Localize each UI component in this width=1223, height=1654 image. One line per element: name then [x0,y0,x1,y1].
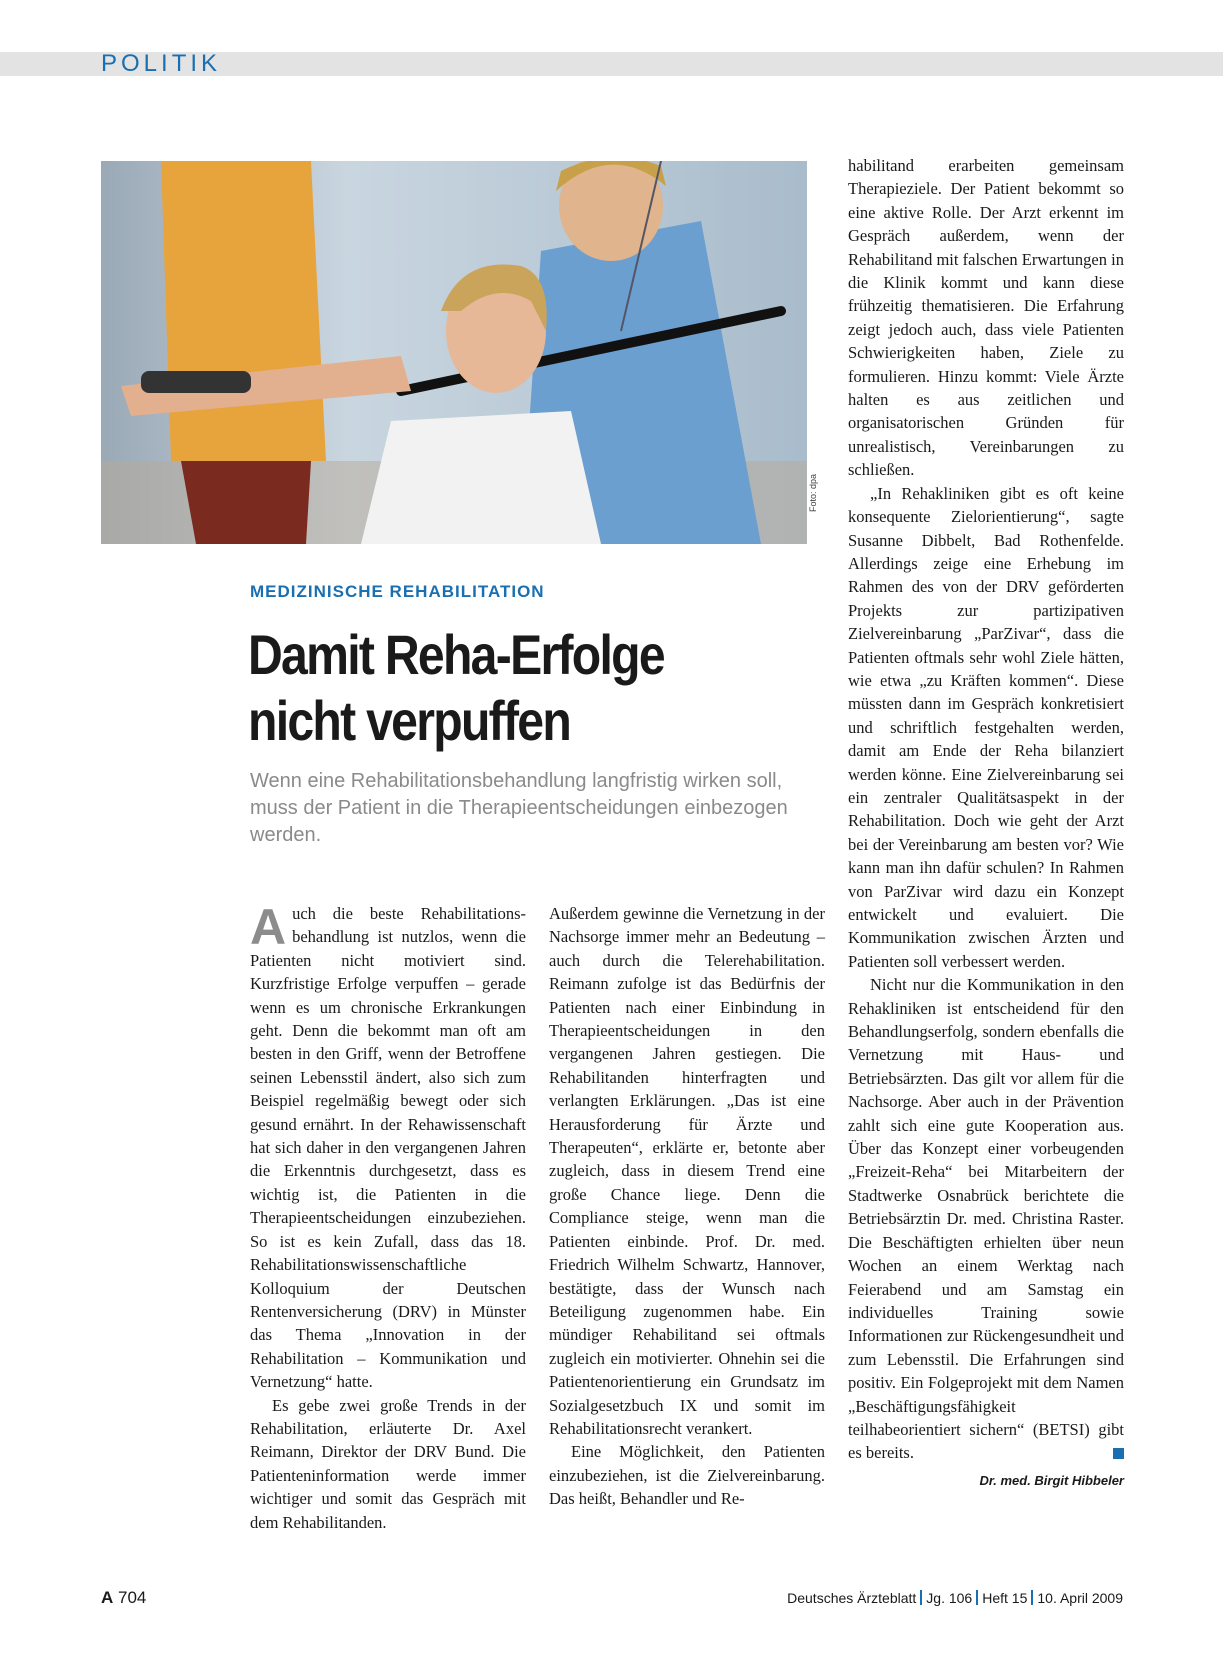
author-byline: Dr. med. Birgit Hibbeler [979,1472,1124,1488]
paragraph-text: uch die beste Rehabilitationsbehandlung ist nutzlos, wenn die Patienten nicht motiviert sind. Kurzfristige Erfolge verpuffen – gerade wenn es um chronische Erkrankungen geht. Denn die bekommt man oft am besten in den Griff, wenn der Betroffene seinen Lebensstil ändert, also sich zum Beispiel regelmäßig bewegt oder sich gesund ernährt. In der Rehawissenschaft hat sich daher in den vergangenen Jahren die Erkenntnis durchgesetzt, dass es wichtig ist, die Patienten in die Therapieentscheidungen einzubeziehen. So ist es kein Zufall, dass das 18. Rehabilitationswissenschaftliche Kolloquium der Deutschen Rentenversicherung (DRV) in Münster das Thema „Innovation in der Rehabilitation – Kommunikation und Vernetzung“ hatte. [250,904,526,1392]
article-kicker: MEDIZINISCHE REHABILITATION [250,582,545,601]
paragraph: „In Rehakliniken gibt es oft keine konsequente Zielorientierung“, sagte Susanne Dibbelt, Bad Rothenfelde. Allerdings zeige eine Erhebung im Rahmen des von der DRV geförderten Projekts zur partizipativen Zielvereinbarung „ParZivar“, dass die Patienten oftmals sehr wohl Ziele hätten, wie etwa „zu Kräften kommen“. Diese müssten dann im Gespräch konkretisiert und schriftlich festgehalten werden, damit am Ende der Reha bilanziert werden könne. Eine Zielvereinbarung sei ein zentraler Qualitätsaspekt in der Rehabilitation. Doch wie geht der Arzt bei der Vereinbarung am besten vor? Wie kann man ihn dafür schulen? In Rahmen von ParZivar wird dazu ein Konzept entwickelt und evaluiert. Die Kommunikation zwischen Ärzten und Patienten soll verbessert werden. [848,483,1124,971]
article-headline [248,622,730,754]
paragraph [848,973,1124,1465]
paragraph [250,899,526,1394]
paragraph: Es gebe zwei große Trends in der Rehabilitation, erläuterte Dr. Axel Reimann, Direktor der DRV Bund. Die Patienteninformation werde immer wichtiger und somit das Gespräch mit dem Rehabilitanden. [250,1395,526,1532]
page-number-value: 704 [118,1588,147,1607]
footer-journal: Deutsches Ärzteblatt [787,1590,917,1606]
body-column-2 [549,902,825,1511]
headline-line-2: nicht verpuffen [248,689,571,752]
paragraph: habilitand erarbeiten gemeinsam Therapieziele. Der Patient bekommt so eine aktive Rolle. Der Arzt erkennt im Gespräch außerdem, wenn der Rehabilitand mit falschen Erwartungen in die Klinik kommt und kann diese frühzeitig thematisieren. Die Erfahrung zeigt jedoch auch, dass viele Patienten Schwierigkeiten haben, Ziele zu formulieren. Hinzu kommt: Viele Ärzte halten es aus zeitlichen und organisatorischen Gründen für unrealistisch, Vereinbarungen zu schließen. [848,156,1124,480]
footer-issue: Heft 15 [982,1590,1028,1606]
paragraph-text: Nicht nur die Kommunikation in den Rehakliniken ist entscheidend für den Behandlungserfolg, sondern ebenfalls die Vernetzung mit Haus- und Betriebsärzten. Das gilt vor allem für die Nachsorge. Aber auch in der Prävention zahlt sich eine gute Kooperation aus. Über das Konzept einer vorbeugenden „Freizeit-Reha“ bei Mitarbeitern der Stadtwerke Osnabrück berichtete die Betriebsärztin Dr. med. Christina Raster. Die Beschäftigten erhielten über neun Wochen an einem Werktag nach Feierabend und am Samstag ein individuelles Training sowie Informationen zur Rückengesundheit und zum Lebensstil. Die Erfahrungen sind positiv. Ein Folgeprojekt mit dem Namen „Beschäftigungsfähigkeit teilhabeorientiert sichern“ (BETSI) gibt es bereits. [848,975,1124,1463]
headline-line-1: Damit Reha-Erfolge [248,623,664,686]
body-column-3 [848,154,1124,1492]
footer-separator [1031,1590,1033,1605]
photo-credit: Foto: dpa [808,473,818,512]
paragraph: Außerdem gewinne die Vernetzung in der Nachsorge immer mehr an Bedeutung – auch durch die Telerehabilitation. Reimann zufolge ist das Bedürfnis der Patienten nach einer Einbindung in Therapieentscheidungen in den vergangenen Jahren gestiegen. Die Rehabilitanden hinterfragten und verlangten Erklärungen. „Das ist eine Herausforderung für Ärzte und Therapeuten“, erklärte er, betonte aber zugleich, dass in diesem Trend eine große Chance liege. Denn die Compliance steige, wenn man die Patienten einbinde. Prof. Dr. med. Friedrich Wilhelm Schwartz, Hannover, bestätigte, dass der Wunsch nach Beteiligung zugenommen habe. Ein mündiger Rehabilitand sei oftmals zugleich ein motivierter. Ohnehin sei die Patientenorientierung ein Grundsatz im Sozialgesetzbuch IX und somit im Rehabilitationsrecht verankert. [549,904,825,1438]
page-prefix: A [101,1588,114,1607]
page-number [101,1588,146,1608]
article-deck: Wenn eine Rehabilitationsbehandlung langfristig wirken soll, muss der Patient in die Therapieentscheidungen einbezogen werden. [250,770,788,846]
footer-date: 10. April 2009 [1037,1590,1123,1606]
footer-separator [976,1590,978,1605]
footer-separator [920,1590,922,1605]
paragraph: Eine Möglichkeit, den Patienten einzubeziehen, ist die Zielvereinbarung. Das heißt, Behandler und Re- [549,1442,825,1509]
section-label: POLITIK [101,50,222,77]
end-mark-icon [1113,1448,1124,1459]
article-photo [101,161,807,544]
dropcap: A [250,899,287,955]
footer-volume: Jg. 106 [926,1590,973,1606]
body-column-1 [250,899,526,1534]
footer-citation [787,1590,1123,1606]
